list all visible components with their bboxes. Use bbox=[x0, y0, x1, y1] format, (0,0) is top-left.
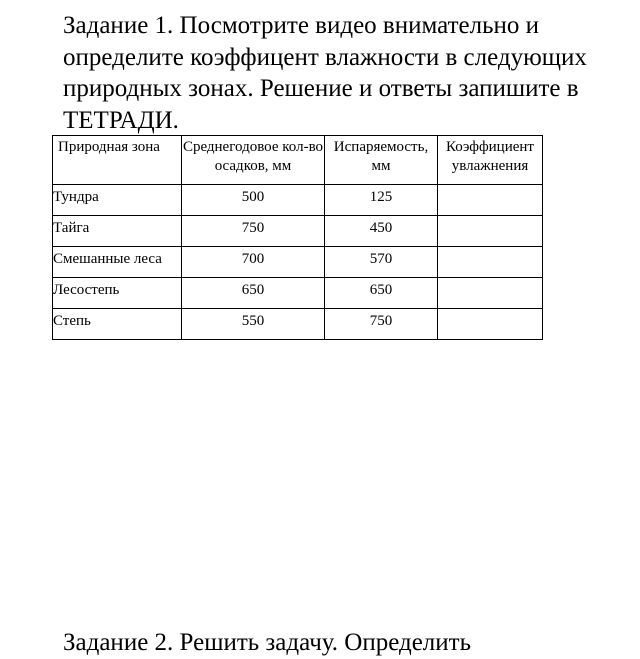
table-row bbox=[53, 309, 543, 340]
table-header-row bbox=[53, 136, 543, 185]
coefficient-cell bbox=[438, 216, 543, 247]
table-row bbox=[53, 247, 543, 278]
zone-cell: Тайга bbox=[53, 216, 182, 247]
precipitation-cell: 550 bbox=[182, 309, 325, 340]
evaporation-cell: 750 bbox=[325, 309, 438, 340]
header-evaporation: Испаряемость, мм bbox=[325, 136, 438, 185]
humidity-table bbox=[52, 135, 543, 340]
precipitation-cell: 700 bbox=[182, 247, 325, 278]
header-natural-zone: Природная зона bbox=[53, 136, 182, 185]
zone-cell: Лесостепь bbox=[53, 278, 182, 309]
zone-cell: Степь bbox=[53, 309, 182, 340]
zone-cell: Тундра bbox=[53, 185, 182, 216]
precipitation-cell: 650 bbox=[182, 278, 325, 309]
zone-cell: Смешанные леса bbox=[53, 247, 182, 278]
coefficient-cell bbox=[438, 309, 543, 340]
coefficient-cell bbox=[438, 278, 543, 309]
evaporation-cell: 570 bbox=[325, 247, 438, 278]
coefficient-cell bbox=[438, 185, 543, 216]
header-coefficient: Коэффициент увлажнения bbox=[438, 136, 543, 185]
task-1-heading: Задание 1. Посмотрите видео внимательно и определите коэффицент влажности в следующих природных зонах. Решение и ответы запишите в ТЕТРАДИ. bbox=[63, 12, 587, 134]
header-precipitation: Среднегодовое кол-во осадков, мм bbox=[182, 136, 325, 185]
table-row bbox=[53, 216, 543, 247]
evaporation-cell: 650 bbox=[325, 278, 438, 309]
table-row bbox=[53, 278, 543, 309]
evaporation-cell: 125 bbox=[325, 185, 438, 216]
table-row bbox=[53, 185, 543, 216]
evaporation-cell: 450 bbox=[325, 216, 438, 247]
task-2-heading-partial: Задание 2. Решить задачу. Определить bbox=[63, 629, 471, 656]
precipitation-cell: 500 bbox=[182, 185, 325, 216]
precipitation-cell: 750 bbox=[182, 216, 325, 247]
coefficient-cell bbox=[438, 247, 543, 278]
